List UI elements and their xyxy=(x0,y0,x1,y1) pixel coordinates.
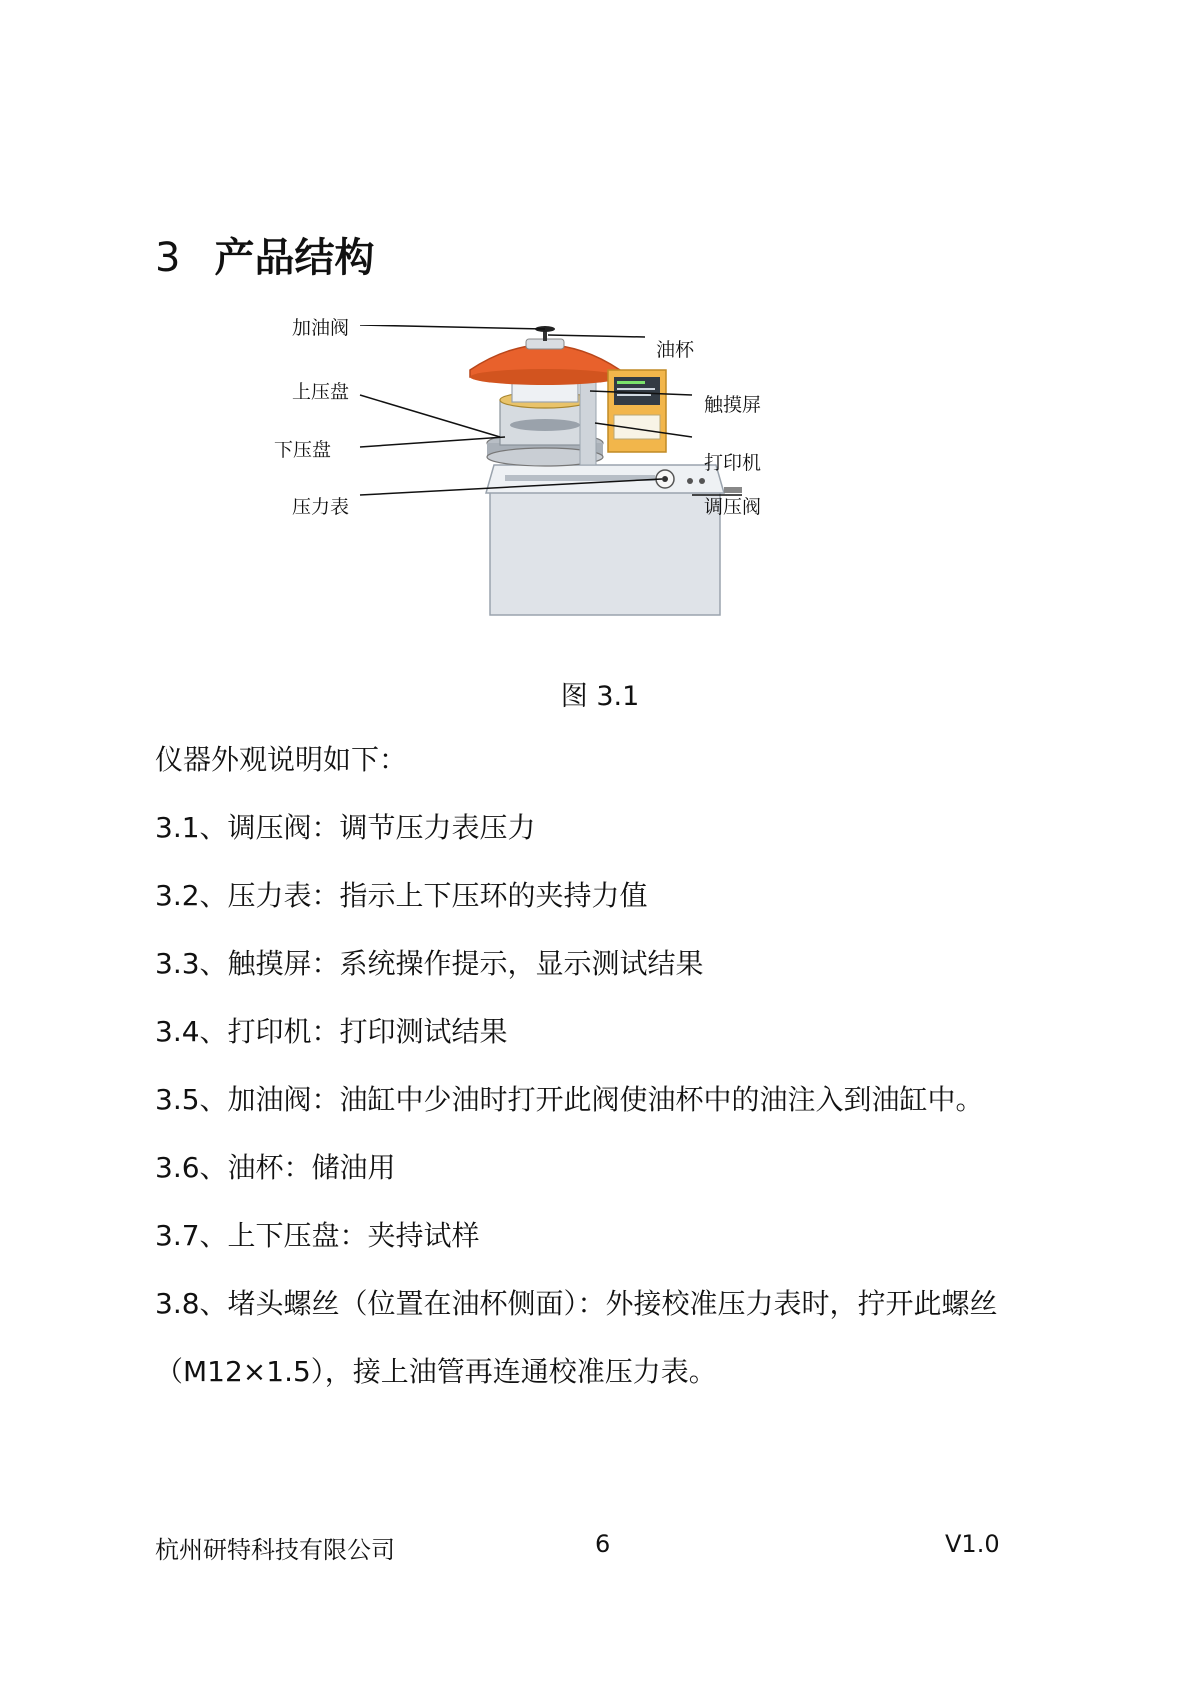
list-item: 3.1、调压阀：调节压力表压力 xyxy=(155,811,536,844)
label-upper-plate: 上压盘 xyxy=(292,381,350,403)
list-item: 3.4、打印机：打印测试结果 xyxy=(155,1015,508,1048)
product-structure-figure xyxy=(274,317,850,625)
label-printer: 打印机 xyxy=(704,452,762,474)
list-item: 3.8、堵头螺丝（位置在油杯侧面）：外接校准压力表时，拧开此螺丝 xyxy=(155,1287,998,1320)
list-item: 3.3、触摸屏：系统操作提示，显示测试结果 xyxy=(155,947,704,980)
list-item: 3.2、压力表：指示上下压环的夹持力值 xyxy=(155,879,648,912)
label-oil-cup: 油杯 xyxy=(656,339,695,361)
list-item: 3.7、上下压盘：夹持试样 xyxy=(155,1219,480,1252)
footer-company: 杭州研特科技有限公司 xyxy=(155,1536,395,1564)
figure-caption: 图 3.1 xyxy=(560,681,640,712)
machine-illustration xyxy=(290,325,850,625)
list-item: 3.5、加油阀：油缸中少油时打开此阀使油杯中的油注入到油缸中。 xyxy=(155,1083,984,1116)
footer-version: V1.0 xyxy=(945,1530,1000,1558)
section-number: 3 xyxy=(155,235,181,281)
label-oil-valve: 加油阀 xyxy=(292,317,350,339)
label-pressure-gauge: 压力表 xyxy=(292,496,350,518)
label-touch-screen: 触摸屏 xyxy=(704,394,762,416)
intro-text: 仪器外观说明如下： xyxy=(155,743,408,776)
list-item: 3.6、油杯：储油用 xyxy=(155,1151,396,1184)
section-title: 产品结构 xyxy=(214,235,375,281)
section-heading xyxy=(155,226,374,283)
label-pressure-valve: 调压阀 xyxy=(704,496,762,518)
footer-page-number: 6 xyxy=(595,1530,611,1558)
list-item-continuation: （M12×1.5），接上油管再连通校准压力表。 xyxy=(155,1355,717,1388)
label-lower-plate: 下压盘 xyxy=(274,439,332,461)
